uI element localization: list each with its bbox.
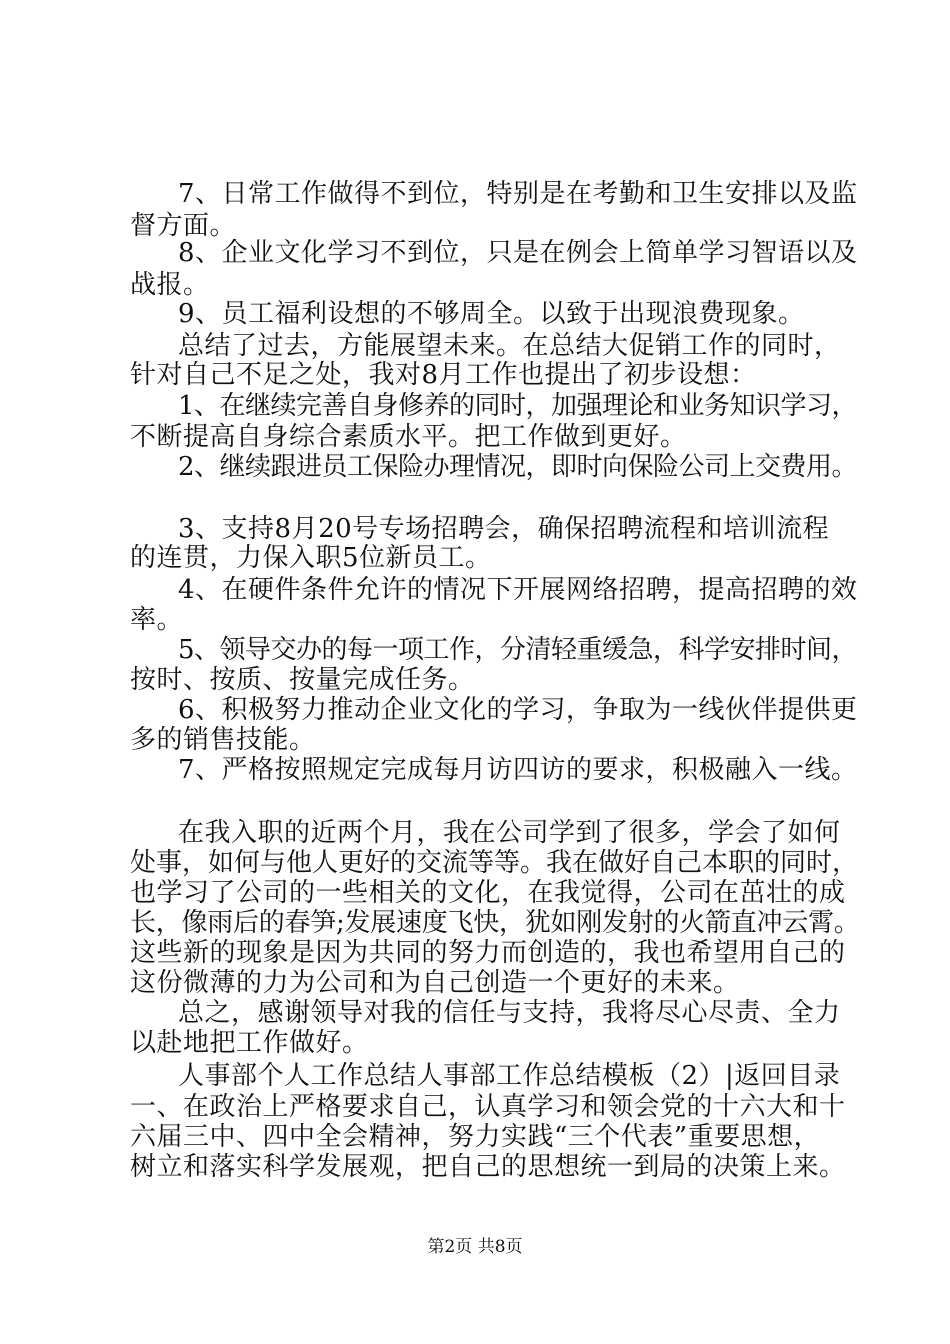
text-line: 也学习了公司的一些相关的文化，在我觉得，公司在茁壮的成: [130, 878, 846, 908]
text-line: 4、在硬件条件允许的情况下开展网络招聘，提高招聘的效: [178, 575, 858, 605]
page-footer: 第2页 共8页: [427, 1237, 523, 1257]
text-line: 1、在继续完善自身修养的同时，加强理论和业务知识学习，: [178, 391, 858, 421]
text-line: 7、严格按照规定完成每月访四访的要求，积极融入一线。: [178, 755, 858, 785]
text-line: 处事，如何与他人更好的交流等等。我在做好自己本职的同时，: [130, 848, 859, 878]
text-line: 7、日常工作做得不到位，特别是在考勤和卫生安排以及监: [178, 179, 858, 209]
text-line: 多的销售技能。: [130, 725, 316, 755]
text-line: 在我入职的近两个月，我在公司学到了很多，学会了如何: [178, 818, 841, 848]
text-line: 3、支持8月20号专场招聘会，确保招聘流程和培训流程: [178, 514, 830, 544]
text-line: 8、企业文化学习不到位，只是在例会上简单学习智语以及: [178, 238, 858, 268]
text-line: 总结了过去，方能展望未来。在总结大促销工作的同时，: [178, 331, 841, 361]
text-line: 不断提高自身综合素质水平。把工作做到更好。: [130, 422, 687, 452]
text-line: 督方面。: [130, 211, 237, 241]
text-line: 这些新的现象是因为共同的努力而创造的，我也希望用自己的: [130, 938, 846, 968]
text-line: 9、员工福利设想的不够周全。以致于出现浪费现象。: [178, 299, 805, 329]
text-line: 树立和落实科学发展观，把自己的思想统一到局的决策上来。: [130, 1152, 846, 1182]
text-line: 这份微薄的力为公司和为自己创造一个更好的未来。: [130, 968, 740, 998]
text-line: 5、领导交办的每一项工作，分清轻重缓急，科学安排时间，: [178, 635, 858, 665]
text-line: 战报。: [130, 270, 210, 300]
text-line: 总之，感谢领导对我的信任与支持，我将尽心尽责、全力: [178, 998, 841, 1028]
text-line: 针对自己不足之处，我对8月工作也提出了初步设想：: [130, 360, 757, 390]
text-line: 长，像雨后的春笋;发展速度飞快，犹如刚发射的火箭直冲云霄。: [130, 908, 860, 938]
text-line: 六届三中、四中全会精神，努力实践“三个代表”重要思想，: [130, 1122, 821, 1152]
text-line: 按时、按质、按量完成任务。: [130, 665, 475, 695]
text-line: 以赴地把工作做好。: [130, 1028, 369, 1058]
text-line: 人事部个人工作总结人事部工作总结模板（2）|返回目录: [178, 1061, 841, 1091]
text-line: 的连贯，力保入职5位新员工。: [130, 543, 492, 573]
text-line: 一、在政治上严格要求自己，认真学习和领会党的十六大和十: [130, 1092, 846, 1122]
text-line: 率。: [130, 605, 184, 635]
text-line: 6、积极努力推动企业文化的学习，争取为一线伙伴提供更: [178, 695, 858, 725]
text-line: 2、继续跟进员工保险办理情况，即时向保险公司上交费用。: [178, 452, 858, 482]
